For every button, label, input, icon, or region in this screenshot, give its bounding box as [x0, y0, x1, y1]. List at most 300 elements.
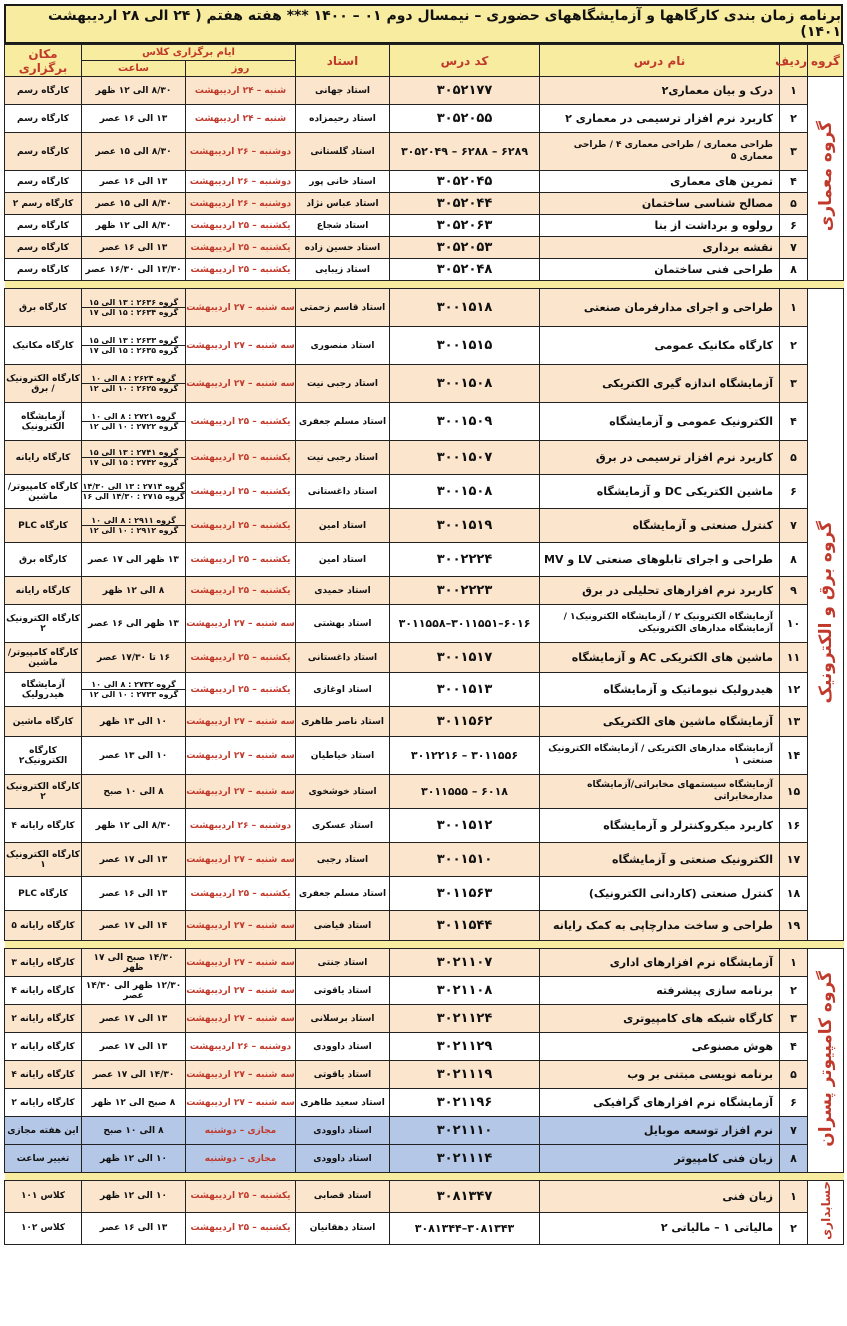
course-name: طراحی و اجرای تابلوهای صنعتی LV و MV [540, 543, 780, 577]
header-time: ساعت [82, 61, 186, 77]
course-code: ۳۰۲۱۱۱۰ [390, 1117, 540, 1145]
class-time-group: گروه ۲۷۲۱ : ۸ الی ۱۰ [91, 412, 176, 421]
row-number: ۷ [780, 509, 808, 543]
table-row [5, 1212, 844, 1244]
course-name: آزمایشگاه اندازه گیری الکتریکی [540, 365, 780, 403]
class-time-group: گروه ۲۷۱۴ : ۱۳ الی ۱۴/۳۰ [82, 482, 185, 491]
teacher-name: استاد داوودی [296, 1145, 390, 1173]
class-place: کارگاه رایانه ۲ [5, 1005, 82, 1033]
course-code: ۳۰۰۱۵۱۷ [390, 643, 540, 673]
course-name: کاربرد نرم افزار ترسیمی در برق [540, 441, 780, 475]
class-place: کارگاه رایانه ۲ [5, 1089, 82, 1117]
class-time: ۱۰ الی ۱۲ ظهر [82, 1181, 186, 1213]
teacher-name: استاد خوشخوی [296, 775, 390, 809]
teacher-name: استاد داغستانی [296, 643, 390, 673]
class-day: سه شنبه – ۲۷ اردیبهشت [186, 327, 296, 365]
class-time-group: گروه ۲۷۱۵ : ۱۴/۳۰ الی ۱۶ [82, 492, 185, 501]
course-code: ۳۰۸۱۳۴۳–۳۰۸۱۳۴۴ [390, 1212, 540, 1244]
teacher-name: استاد بهشتی [296, 605, 390, 643]
class-place: کارگاه کامپیوتر/ماشین [5, 643, 82, 673]
class-place: کارگاه رایانه ۴ [5, 977, 82, 1005]
class-time: ۸ الی ۱۰ صبح [82, 775, 186, 809]
teacher-name: استاد مسلم جعفری [296, 877, 390, 911]
row-number: ۳ [780, 365, 808, 403]
class-time-group: گروه ۲۹۱۲ : ۱۰ الی ۱۲ [82, 525, 185, 535]
course-name: کارگاه مکانیک عمومی [540, 327, 780, 365]
row-number: ۵ [780, 1061, 808, 1089]
course-code: ۳۰۲۱۱۰۸ [390, 977, 540, 1005]
course-code: ۳۰۰۱۵۱۳ [390, 673, 540, 707]
teacher-name: استاد شجاع [296, 215, 390, 237]
group-name: گروه کامپیوتر پسران [815, 970, 836, 1147]
row-number: ۷ [780, 1117, 808, 1145]
table-row [5, 877, 844, 911]
table-row [5, 105, 844, 133]
teacher-name: استاد جهانی [296, 77, 390, 105]
row-number: ۴ [780, 403, 808, 441]
course-code: ۳۰۰۱۵۱۹ [390, 509, 540, 543]
class-place: کارگاه رایانه ۳ [5, 949, 82, 977]
row-number: ۲ [780, 977, 808, 1005]
class-time: ۱۳ الی ۱۷ عصر [82, 843, 186, 877]
course-name: آزمایشگاه نرم افزارهای گرافیکی [540, 1089, 780, 1117]
header-row: ردیف [780, 45, 808, 77]
class-day: سه شنبه – ۲۷ اردیبهشت [186, 911, 296, 941]
class-day: سه شنبه – ۲۷ اردیبهشت [186, 1089, 296, 1117]
course-code: ۳۰۰۱۵۱۲ [390, 809, 540, 843]
course-name: ماشین الکتریکی DC و آزمایشگاه [540, 475, 780, 509]
course-code: ۳۰۰۱۵۱۵ [390, 327, 540, 365]
teacher-name: استاد قاسم زحمتی [296, 289, 390, 327]
class-time: ۸/۳۰ الی ۱۲ ظهر [82, 809, 186, 843]
class-time: ۱۰ الی ۱۲ ظهر [82, 1145, 186, 1173]
table-row [5, 605, 844, 643]
class-place: کارگاه الکترونیک ۱ [5, 843, 82, 877]
group-separator [5, 941, 844, 949]
table-row [5, 543, 844, 577]
teacher-name: استاد رجبی نیت [296, 441, 390, 475]
class-place: کارگاه رایانه ۵ [5, 911, 82, 941]
header-place: مکان برگزاری [5, 45, 82, 77]
time-split [82, 680, 185, 699]
separator-cell [5, 941, 844, 949]
course-code: ۶۰۱۸ – ۳۰۱۱۵۵۵ [390, 775, 540, 809]
class-day: یکشنبه – ۲۵ اردیبهشت [186, 259, 296, 281]
time-split [82, 448, 185, 467]
course-code: ۳۰۲۱۱۹۶ [390, 1089, 540, 1117]
class-place: کارگاه PLC [5, 877, 82, 911]
row-number: ۱ [780, 77, 808, 105]
class-time: ۱۳ الی ۱۶ عصر [82, 105, 186, 133]
class-time: ۱۴/۳۰ صبح الی ۱۷ ظهر [82, 949, 186, 977]
table-row [5, 673, 844, 707]
course-code: ۳۰۰۱۵۰۹ [390, 403, 540, 441]
header-day: روز [186, 61, 296, 77]
class-time-groups [82, 289, 186, 327]
course-code: ۳۰۵۲۰۶۳ [390, 215, 540, 237]
course-code: ۳۰۰۱۵۰۸ [390, 475, 540, 509]
class-time: ۱۳ الی ۱۶ عصر [82, 877, 186, 911]
course-name: کاربرد میکروکنترلر و آزمایشگاه [540, 809, 780, 843]
group-label-cell [808, 289, 844, 941]
class-day: مجازی – دوشنبه [186, 1117, 296, 1145]
course-name: برنامه سازی پیشرفته [540, 977, 780, 1005]
class-place: کارگاه رسم [5, 259, 82, 281]
row-number: ۹ [780, 577, 808, 605]
class-place: کارگاه رسم [5, 215, 82, 237]
teacher-name: استاد برسلانی [296, 1005, 390, 1033]
course-name: کنترل صنعتی و آزمایشگاه [540, 509, 780, 543]
class-time-groups [82, 365, 186, 403]
class-day: سه شنبه – ۲۷ اردیبهشت [186, 1061, 296, 1089]
course-code: ۳۰۰۱۵۰۸ [390, 365, 540, 403]
class-place: کارگاه الکترونیک ۲ [5, 775, 82, 809]
course-name: درک و بیان معماری۲ [540, 77, 780, 105]
class-place: آزمایشگاه هیدرولیک [5, 673, 82, 707]
class-time-group: گروه ۲۷۳۳ : ۱۰ الی ۱۲ [82, 689, 185, 699]
row-number: ۶ [780, 1089, 808, 1117]
class-day: شنبه – ۲۴ اردیبهشت [186, 105, 296, 133]
table-row [5, 949, 844, 977]
class-time: ۱۳ الی ۱۶ عصر [82, 1212, 186, 1244]
row-number: ۷ [780, 237, 808, 259]
group-label-cell [808, 949, 844, 1173]
class-place: این هفته مجازی [5, 1117, 82, 1145]
teacher-name: استاد عباس نژاد [296, 193, 390, 215]
course-code: ۳۰۸۱۳۴۷ [390, 1181, 540, 1213]
row-number: ۴ [780, 1033, 808, 1061]
teacher-name: استاد مسلم جعفری [296, 403, 390, 441]
teacher-name: استاد ناصر طاهری [296, 707, 390, 737]
class-time: ۱۰ الی ۱۳ عصر [82, 737, 186, 775]
class-time: ۱۳ الی ۱۷ عصر [82, 1033, 186, 1061]
class-time: ۱۳ الی ۱۷ عصر [82, 1005, 186, 1033]
course-code: ۳۰۰۲۲۲۴ [390, 543, 540, 577]
class-time-group: گروه ۲۷۴۱ : ۱۳ الی ۱۵ [88, 448, 179, 457]
time-split [82, 336, 185, 355]
course-code: ۳۰۰۲۲۲۳ [390, 577, 540, 605]
class-day: دوشنبه – ۲۶ اردیبهشت [186, 171, 296, 193]
table-row [5, 1005, 844, 1033]
teacher-name: استاد سعید طاهری [296, 1089, 390, 1117]
table-row [5, 403, 844, 441]
class-time-groups [82, 475, 186, 509]
class-place: کارگاه PLC [5, 509, 82, 543]
row-number: ۱ [780, 1181, 808, 1213]
class-day: دوشنبه – ۲۶ اردیبهشت [186, 133, 296, 171]
class-time-group: گروه ۲۷۴۲ : ۱۵ الی ۱۷ [82, 457, 185, 467]
table-row [5, 707, 844, 737]
course-code: ۳۰۵۲۰۵۳ [390, 237, 540, 259]
row-number: ۱۴ [780, 737, 808, 775]
teacher-name: استاد منصوری [296, 327, 390, 365]
class-day: یکشنبه – ۲۵ اردیبهشت [186, 673, 296, 707]
class-time: ۱۶ تا ۱۷/۳۰ عصر [82, 643, 186, 673]
class-place: کارگاه برق [5, 289, 82, 327]
class-day: سه شنبه – ۲۷ اردیبهشت [186, 737, 296, 775]
table-row [5, 237, 844, 259]
class-time-group: گروه ۲۷۳۲ : ۸ الی ۱۰ [91, 680, 176, 689]
class-place: کارگاه کامپیوتر/ماشین [5, 475, 82, 509]
course-name: آزمایشگاه مدارهای الکتریکی / آزمایشگاه الکترونیک صنعتی ۱ [540, 737, 780, 775]
class-day: یکشنبه – ۲۵ اردیبهشت [186, 441, 296, 475]
course-code: ۳۰۵۲۰۴۵ [390, 171, 540, 193]
separator-cell [5, 1173, 844, 1181]
group-separator [5, 281, 844, 289]
table-row [5, 289, 844, 327]
row-number: ۶ [780, 475, 808, 509]
class-time: ۱۳ الی ۱۶ عصر [82, 171, 186, 193]
row-number: ۱۳ [780, 707, 808, 737]
teacher-name: استاد فیاضی [296, 911, 390, 941]
class-time: ۸/۳۰ الی ۱۵ عصر [82, 193, 186, 215]
group-separator [5, 1173, 844, 1181]
table-row [5, 977, 844, 1005]
class-day: یکشنبه – ۲۵ اردیبهشت [186, 509, 296, 543]
teacher-name: استاد داوودی [296, 1117, 390, 1145]
group-label-cell [808, 1181, 844, 1245]
course-name: آزمایشگاه ماشین های الکتریکی [540, 707, 780, 737]
course-code: ۳۰۰۱۵۱۰ [390, 843, 540, 877]
class-day: یکشنبه – ۲۵ اردیبهشت [186, 643, 296, 673]
teacher-name: استاد رجبی نیت [296, 365, 390, 403]
class-time: ۸ الی ۱۰ صبح [82, 1117, 186, 1145]
table-row [5, 509, 844, 543]
class-day: دوشنبه – ۲۶ اردیبهشت [186, 809, 296, 843]
course-code: ۳۰۱۱۵۶۲ [390, 707, 540, 737]
table-row [5, 133, 844, 171]
class-place: کلاس ۱۰۲ [5, 1212, 82, 1244]
class-day: دوشنبه – ۲۶ اردیبهشت [186, 193, 296, 215]
class-place: کارگاه رایانه ۲ [5, 1033, 82, 1061]
table-row [5, 737, 844, 775]
class-day: یکشنبه – ۲۵ اردیبهشت [186, 1181, 296, 1213]
table-row [5, 775, 844, 809]
class-place: کارگاه رایانه ۴ [5, 809, 82, 843]
course-name: هیدرولیک نیوماتیک و آزمایشگاه [540, 673, 780, 707]
class-place: کارگاه رایانه [5, 441, 82, 475]
teacher-name: استاد رجبی [296, 843, 390, 877]
table-row [5, 327, 844, 365]
header-code: کد درس [390, 45, 540, 77]
teacher-name: استاد رحیمزاده [296, 105, 390, 133]
class-time: ۸/۳۰ الی ۱۵ عصر [82, 133, 186, 171]
schedule-page [4, 4, 843, 1322]
class-time: ۱۳ ظهر الی ۱۷ عصر [82, 543, 186, 577]
class-day: یکشنبه – ۲۵ اردیبهشت [186, 475, 296, 509]
class-day: سه شنبه – ۲۷ اردیبهشت [186, 949, 296, 977]
course-name: زبان فنی [540, 1181, 780, 1213]
class-day: دوشنبه – ۲۶ اردیبهشت [186, 1033, 296, 1061]
teacher-name: استاد یاقوتی [296, 1061, 390, 1089]
table-row [5, 1145, 844, 1173]
course-name: آزمایشگاه سیستمهای مخابراتی/آزمایشگاه مدارمخابراتی [540, 775, 780, 809]
course-name: طراحی و ساخت مدارچاپی به کمک رایانه [540, 911, 780, 941]
class-time: ۱۳/۳۰ الی ۱۶/۳۰ عصر [82, 259, 186, 281]
class-time: ۸ صبح الی ۱۲ ظهر [82, 1089, 186, 1117]
class-day: سه شنبه – ۲۷ اردیبهشت [186, 365, 296, 403]
class-day: شنبه – ۲۴ اردیبهشت [186, 77, 296, 105]
course-name: الکترونیک عمومی و آزمایشگاه [540, 403, 780, 441]
class-time: ۸/۳۰ الی ۱۲ ظهر [82, 77, 186, 105]
class-time-group: گروه ۲۶۲۴ : ۸ الی ۱۰ [91, 374, 176, 383]
row-number: ۱ [780, 949, 808, 977]
course-name: طراحی فنی ساختمان [540, 259, 780, 281]
class-time: ۱۳ ظهر الی ۱۶ عصر [82, 605, 186, 643]
teacher-name: استاد زیبایی [296, 259, 390, 281]
table-row [5, 577, 844, 605]
class-day: یکشنبه – ۲۵ اردیبهشت [186, 543, 296, 577]
class-time-group: گروه ۲۷۲۲ : ۱۰ الی ۱۲ [82, 421, 185, 431]
course-name: آزمایشگاه الکترونیک ۲ / آزمایشگاه الکترونیک۱ / آزمایشگاه مدارهای الکترونیکی [540, 605, 780, 643]
course-code: ۶۲۸۹ – ۶۲۸۸ – ۳۰۵۲۰۴۹ [390, 133, 540, 171]
course-code: ۳۰۱۱۵۶۳ [390, 877, 540, 911]
course-name: هوش مصنوعی [540, 1033, 780, 1061]
class-place: کارگاه رسم [5, 77, 82, 105]
class-place: کارگاه مکانیک [5, 327, 82, 365]
class-day: سه شنبه – ۲۷ اردیبهشت [186, 289, 296, 327]
row-number: ۸ [780, 543, 808, 577]
course-code: ۳۰۵۲۰۴۸ [390, 259, 540, 281]
row-number: ۸ [780, 259, 808, 281]
teacher-name: استاد حسین زاده [296, 237, 390, 259]
course-name: طراحی و اجرای مدارفرمان صنعتی [540, 289, 780, 327]
class-time-groups [82, 673, 186, 707]
row-number: ۲ [780, 105, 808, 133]
class-place: کارگاه رسم [5, 237, 82, 259]
class-place: کارگاه رسم [5, 105, 82, 133]
header-teacher: استاد [296, 45, 390, 77]
time-split [82, 482, 185, 501]
class-day: یکشنبه – ۲۵ اردیبهشت [186, 877, 296, 911]
row-number: ۱۲ [780, 673, 808, 707]
course-code: ۳۰۲۱۱۰۷ [390, 949, 540, 977]
row-number: ۱۸ [780, 877, 808, 911]
class-time: ۱۴/۳۰ الی ۱۷ عصر [82, 1061, 186, 1089]
row-number: ۲ [780, 1212, 808, 1244]
header-course: نام درس [540, 45, 780, 77]
row-number: ۱۶ [780, 809, 808, 843]
row-number: ۳ [780, 1005, 808, 1033]
class-day: یکشنبه – ۲۵ اردیبهشت [186, 577, 296, 605]
course-name: زبان فنی کامپیوتر [540, 1145, 780, 1173]
course-name: کارگاه شبکه های کامپیوتری [540, 1005, 780, 1033]
row-number: ۵ [780, 193, 808, 215]
course-code: ۳۰۲۱۱۲۴ [390, 1005, 540, 1033]
table-row [5, 171, 844, 193]
table-row [5, 259, 844, 281]
course-code: ۳۰۲۱۱۱۴ [390, 1145, 540, 1173]
time-split [82, 516, 185, 535]
class-day: مجازی – دوشنبه [186, 1145, 296, 1173]
row-number: ۳ [780, 133, 808, 171]
header-group: گروه [808, 45, 844, 77]
row-number: ۶ [780, 215, 808, 237]
class-place: کلاس ۱۰۱ [5, 1181, 82, 1213]
group-name: حسابداری [818, 1181, 833, 1240]
teacher-name: استاد قصابی [296, 1181, 390, 1213]
class-time-groups [82, 441, 186, 475]
class-time-groups [82, 509, 186, 543]
class-day: سه شنبه – ۲۷ اردیبهشت [186, 605, 296, 643]
teacher-name: استاد داغستانی [296, 475, 390, 509]
course-name: کاربرد نرم افزار ترسیمی در معماری ۲ [540, 105, 780, 133]
table-row [5, 77, 844, 105]
row-number: ۵ [780, 441, 808, 475]
separator-cell [5, 281, 844, 289]
class-day: یکشنبه – ۲۵ اردیبهشت [186, 237, 296, 259]
class-day: سه شنبه – ۲۷ اردیبهشت [186, 843, 296, 877]
course-name: آزمایشگاه نرم افزارهای اداری [540, 949, 780, 977]
row-number: ۱۱ [780, 643, 808, 673]
course-name: طراحی معماری / طراحی معماری ۴ / طراحی معماری ۵ [540, 133, 780, 171]
course-name: مالیاتی ۱ – مالیاتی ۲ [540, 1212, 780, 1244]
teacher-name: استاد دهقانیان [296, 1212, 390, 1244]
schedule-table [4, 44, 844, 1245]
row-number: ۸ [780, 1145, 808, 1173]
course-code: ۳۰۵۲۱۷۷ [390, 77, 540, 105]
table-row [5, 1181, 844, 1213]
class-place: کارگاه رسم ۲ [5, 193, 82, 215]
group-name: گروه برق و الکترونیک [815, 521, 836, 704]
teacher-name: استاد امین [296, 543, 390, 577]
class-time-group: گروه ۲۶۳۶ : ۱۳ الی ۱۵ [88, 298, 179, 307]
class-time: ۱۲/۳۰ ظهر الی ۱۴/۳۰ عصر [82, 977, 186, 1005]
teacher-name: استاد خیاطیان [296, 737, 390, 775]
class-place: کارگاه الکترونیک / برق [5, 365, 82, 403]
class-place: آزمایشگاه الکترونیک [5, 403, 82, 441]
course-name: نقشه برداری [540, 237, 780, 259]
class-day: یکشنبه – ۲۵ اردیبهشت [186, 403, 296, 441]
course-code: ۳۰۲۱۱۲۹ [390, 1033, 540, 1061]
group-name: گروه معماری [815, 121, 836, 232]
class-time-group: گروه ۲۹۱۱ : ۸ الی ۱۰ [91, 516, 176, 525]
teacher-name: استاد داوودی [296, 1033, 390, 1061]
table-row [5, 1089, 844, 1117]
class-place: تغییر ساعت [5, 1145, 82, 1173]
course-code: ۳۰۱۱۵۴۴ [390, 911, 540, 941]
course-name: نرم افزار توسعه موبایل [540, 1117, 780, 1145]
class-place: کارگاه ماشین [5, 707, 82, 737]
group-label-cell [808, 77, 844, 281]
teacher-name: استاد جنتی [296, 949, 390, 977]
course-code: ۳۰۱۱۵۵۶ – ۳۰۱۲۲۱۶ [390, 737, 540, 775]
table-row [5, 643, 844, 673]
time-split [82, 412, 185, 431]
course-name: برنامه نویسی مبتنی بر وب [540, 1061, 780, 1089]
class-time-group: گروه ۲۶۳۵ : ۱۵ الی ۱۷ [82, 345, 185, 355]
row-number: ۱۵ [780, 775, 808, 809]
row-number: ۱ [780, 289, 808, 327]
course-code: ۳۰۲۱۱۱۹ [390, 1061, 540, 1089]
row-number: ۴ [780, 171, 808, 193]
class-time: ۱۰ الی ۱۳ ظهر [82, 707, 186, 737]
table-row [5, 1117, 844, 1145]
teacher-name: استاد گلستانی [296, 133, 390, 171]
course-name: رولوه و برداشت از بنا [540, 215, 780, 237]
teacher-name: استاد یاقوتی [296, 977, 390, 1005]
class-time: ۸ الی ۱۲ ظهر [82, 577, 186, 605]
class-time: ۸/۳۰ الی ۱۲ ظهر [82, 215, 186, 237]
row-number: ۲ [780, 327, 808, 365]
class-time: ۱۴ الی ۱۷ عصر [82, 911, 186, 941]
row-number: ۱۹ [780, 911, 808, 941]
table-row [5, 365, 844, 403]
course-name: مصالح شناسی ساختمان [540, 193, 780, 215]
class-place: کارگاه الکترونیک ۲ [5, 605, 82, 643]
course-name: کاربرد نرم افزارهای تحلیلی در برق [540, 577, 780, 605]
class-day: سه شنبه – ۲۷ اردیبهشت [186, 1005, 296, 1033]
